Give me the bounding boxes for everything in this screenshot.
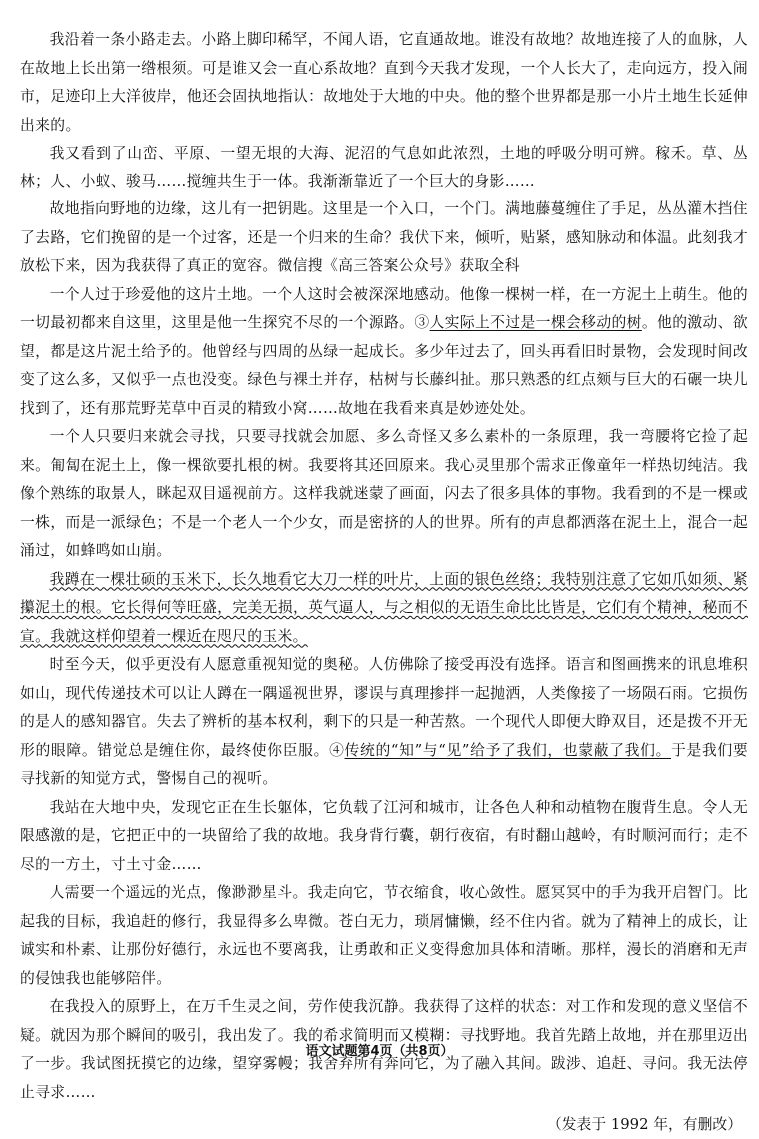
- paragraph: [20, 195, 748, 281]
- paragraph-text: 于是我们要寻找新的知觉方式，警惕自己的视听。: [20, 741, 748, 787]
- paragraph: [20, 26, 748, 140]
- paragraph: [20, 879, 748, 993]
- underlined-text: 人实际上不过是一棵会移动的树: [429, 314, 642, 331]
- paragraph-list: [20, 26, 748, 1107]
- paragraph: [20, 566, 748, 652]
- paragraph: [20, 794, 748, 880]
- underlined-text: 传统的“知”与“见”给予了我们，也蒙蔽了我们。: [344, 741, 672, 759]
- paragraph: [20, 140, 748, 195]
- paragraph-text: 一个人只要归来就会寻找，只要寻找就会加愿、多么奇怪又多么素朴的一条原理，我一弯腰将它捡了起来。匍匐在泥土上，像一棵欲要扎根的树。我要将其还回原来。我心灵里那个需求正像童年一样热切纯洁。我像个熟练的取景人，眯起双目遥视前方。这样我就迷蒙了画面，闪去了很多具体的事物。我看到的不是一棵或一株，而是一派绿色；不是一个老人一个少女，而是密挤的人的世界。所有的声息都洒落在泥土上，混合一起涌过，如蜂鸣如山崩。: [20, 428, 748, 559]
- paragraph-text: 人需要一个遥远的光点，像渺渺星斗。我走向它，节衣缩食，收心敛性。愿冥冥中的手为我开启智门。比起我的目标，我追赶的修行，我显得多么卑微。苍白无力，琐屑慵懒，经不住内省。就为了精神上的成长，让诚实和朴素、让那份好德行，永远也不要离我，让勇敢和正义变得愈加具体和清晰。那样，漫长的消磨和无声的侵蚀我也能够陪伴。: [20, 884, 748, 987]
- paragraph-text: 我站在大地中央，发现它正在生长躯体，它负载了江河和城市，让各色人种和动植物在腹背生息。令人无限感激的是，它把正中的一块留给了我的故地。我身背行囊，朝行夜宿，有时翻山越岭，有时顺河而行；走不尽的一方土，寸土寸金……: [20, 798, 748, 873]
- paragraph-text: 一个人这时会被深深地感动。他像一棵树一样，在一方泥土上萌生。他的一切最初都来自这里，这里是他一生探究不尽的一个源路。③: [20, 285, 749, 331]
- paragraph: [20, 281, 748, 424]
- paragraph-text: 故地指向野地的边缘，这儿有一把钥匙。这里是一个入口，一个门。满地藤蔓缠住了手足，丛丛灌木挡住了去路，它们挽留的是一个过客，还是一个归来的生命？我伏下来，倾听，贴紧，感知脉动和体温。此刻我才放松下来，因为我获得了真正的宽容。微信搜《高三答案公众号》获取全科: [20, 200, 748, 274]
- paragraph-text: 我又看到了山峦、平原、一望无垠的大海、泥沼的气息如此浓烈，土地的呼吸分明可辨。稼禾。草、丛林；人、小蚁、骏马……搅缠共生于一体。我渐渐靠近了一个巨大的身影……: [20, 145, 748, 190]
- paragraph: [20, 651, 748, 794]
- paragraph-text: 在我投入的原野上，在万千生灵之间，劳作使我沉静。我获得了这样的状态：对工作和发现的意义坚信不疑。就因为那个瞬间的吸引，我出发了。我的希求简明而又模糊：寻找野地。我首先踏上故地，并在那里迈出了一步。我试图抚摸它的边缘，望穿雾幔；我舍弃所有奔向它，为了融入其间。跋涉、追赶、寻问。我无法停止寻求……: [20, 998, 748, 1101]
- wavy-underlined-text: 我蹲在一棵壮硕的玉米下，长久地看它大刀一样的叶片，上面的银色丝络；我特别注意了它如爪如须、紧攥泥土的根。它长得何等旺盛，完美无损，英气逼人，与之相似的无语生命比比皆是，它们有个精神，秘而不宣。我就这样仰望着一棵近在咫尺的玉米。: [20, 570, 748, 645]
- paragraph-text: 时至今天，似乎更没有人愿意重视知觉的奥秘。人仿佛除了接受再没有选择。语言和图画携来的讯息堆积如山，现代传递技术可以让人蹲在一隅遥视世界，谬误与真理掺拌一起抛洒，人类像接了一场陨石雨。它损伤的是人的感知器官。失去了辨析的基本权利，剩下的只是一种苦熬。一个现代人即便大睁双目，还是拨不开无形的眼障。错觉总是缠住你，最终使你臣服。④: [20, 656, 748, 759]
- paragraph-text: 。他的激动、欲望，都是这片泥土给予的。他曾经与四周的丛绿一起成长。多少年过去了，回头再看旧时景物，会发现时间改变了这么多，又似乎一点也没变。绿色与裸土并存，枯树与长藤纠扯。那只熟悉的红点颏与巨大的石碾一块儿找到了，还有那荒野芜草中百灵的精致小窝……故地在我看来真是妙迹处处。: [20, 314, 749, 417]
- page-footer: 语文试题第4页（共8页）: [305, 1044, 454, 1059]
- paragraph: [20, 423, 748, 566]
- article-body: [20, 26, 748, 1139]
- paragraph-text: 一个人过于珍爱他的这片土地。: [49, 285, 263, 303]
- paragraph-text: 我沿着一条小路走去。小路上脚印稀罕，不闻人语，它直通故地。谁没有故地？故地连接了人的血脉，人在故地上长出第一绺根须。可是谁又会一直心系故地？直到今天我才发现，一个人长大了，走向远方，投入闹市，足迹印上大洋彼岸，他还会固执地指认：故地处于大地的中央。他的整个世界都是那一小片土地生长延伸出来的。: [20, 31, 748, 134]
- source-note: （发表于 1992 年，有删改）: [546, 1116, 742, 1133]
